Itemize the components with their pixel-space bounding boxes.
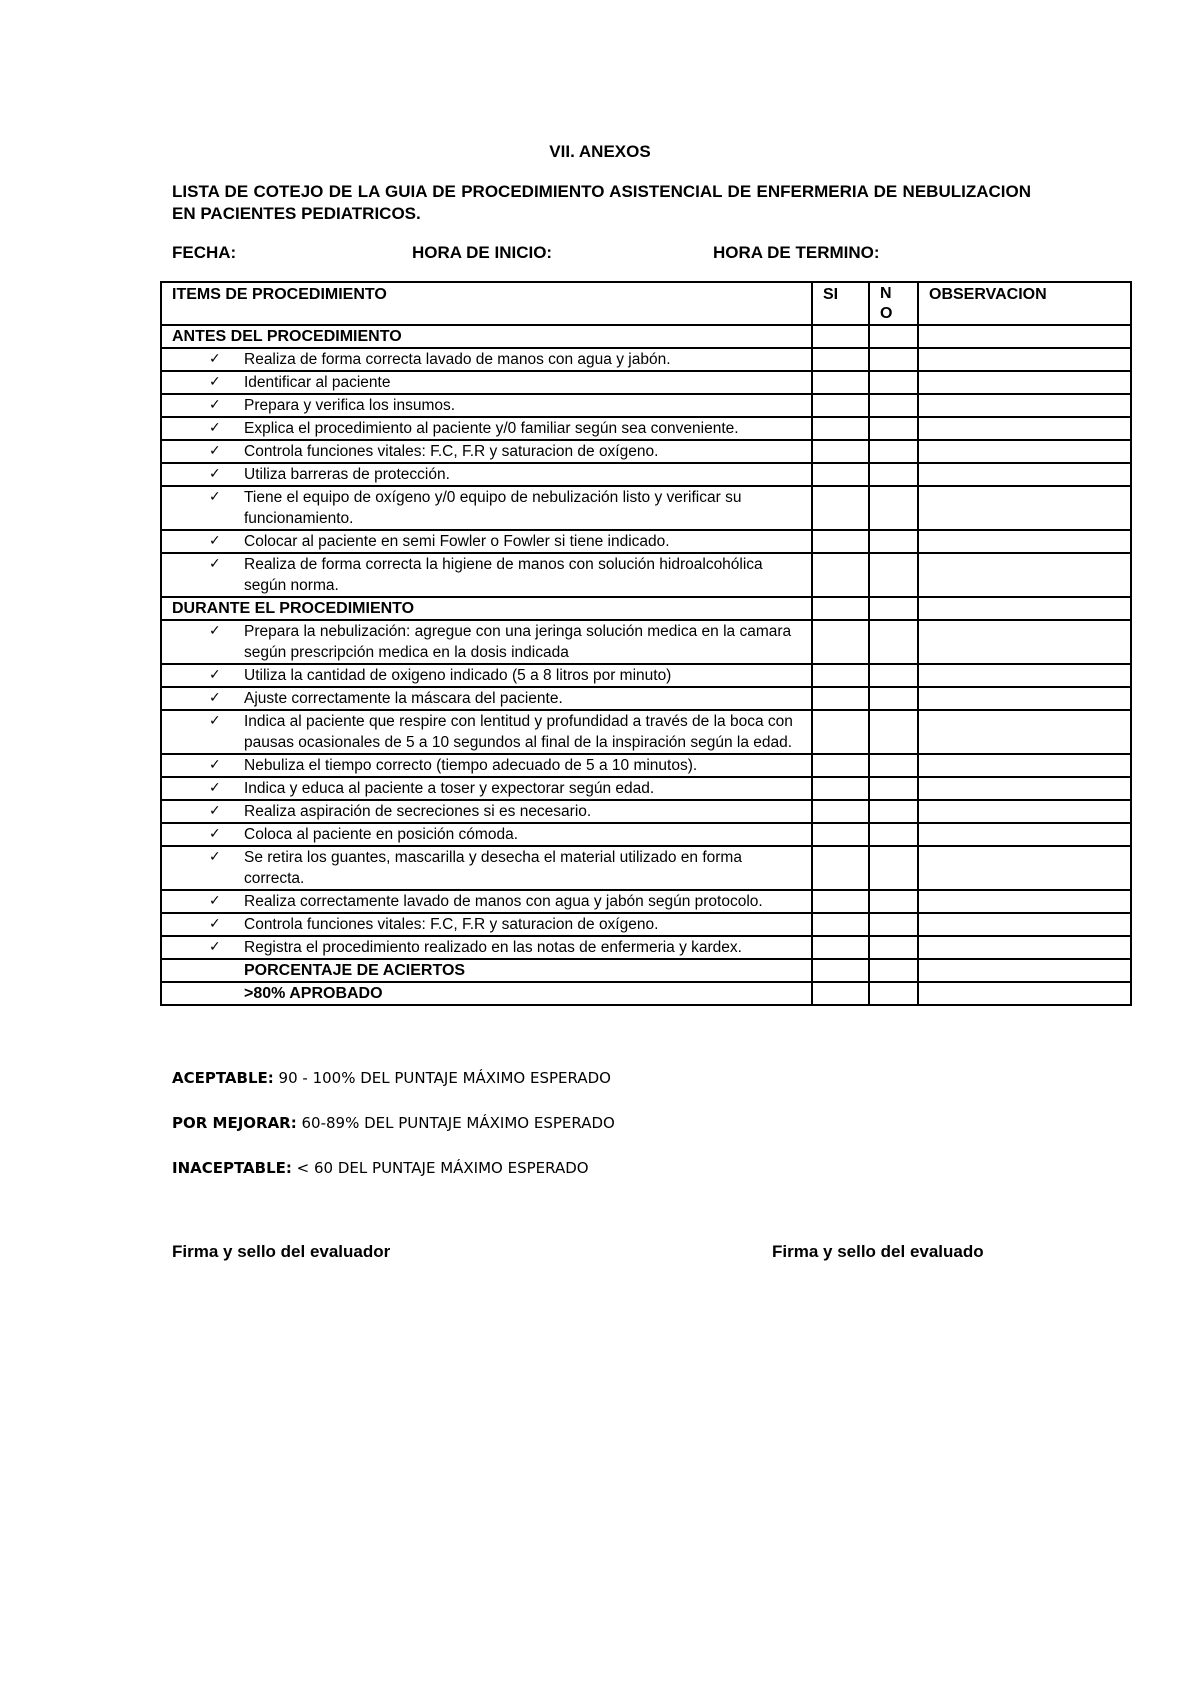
checkmark-icon: ✓ (209, 556, 221, 572)
cell-observacion (918, 913, 1131, 936)
item-text: Indica al paciente que respire con lentitud y profundidad a través de la boca con pausas ocasionales de 5 a 10 segundos al final de la inspiración según la edad. (244, 713, 793, 751)
cell-no (869, 710, 918, 754)
cell-no (869, 800, 918, 823)
cell-observacion (918, 553, 1131, 597)
checkmark-icon: ✓ (209, 690, 221, 706)
cell-si (812, 687, 869, 710)
cell-observacion (918, 664, 1131, 687)
item-cell (161, 687, 812, 710)
header-items: ITEMS DE PROCEDIMIENTO (161, 282, 812, 325)
cell-si (812, 913, 869, 936)
criteria-label: POR MEJORAR: (172, 1114, 297, 1132)
item-text: Indica y educa al paciente a toser y expectorar según edad. (244, 780, 655, 797)
cell-si (812, 371, 869, 394)
cell-si (812, 936, 869, 959)
cell-si (812, 823, 869, 846)
item-text: Utiliza barreras de protección. (244, 466, 450, 483)
item-text: Controla funciones vitales: F.C, F.R y saturacion de oxígeno. (244, 916, 659, 933)
cell-si (812, 463, 869, 486)
item-cell (161, 348, 812, 371)
cell-observacion (918, 936, 1131, 959)
cell-no (869, 486, 918, 530)
criteria-aceptable (172, 1069, 611, 1087)
cell-si (812, 325, 869, 348)
cell-observacion (918, 754, 1131, 777)
cell-no (869, 846, 918, 890)
checkmark-icon: ✓ (209, 757, 221, 773)
cell-si (812, 417, 869, 440)
table-row (161, 417, 1131, 440)
cell-observacion (918, 620, 1131, 664)
cell-no (869, 325, 918, 348)
cell-no (869, 890, 918, 913)
item-text: Colocar al paciente en semi Fowler o Fowler si tiene indicado. (244, 533, 670, 550)
cell-observacion (918, 325, 1131, 348)
cell-si (812, 620, 869, 664)
cell-si (812, 597, 869, 620)
summary-percentage: PORCENTAJE DE ACIERTOS (161, 959, 812, 982)
cell-observacion (918, 982, 1131, 1005)
item-cell (161, 800, 812, 823)
item-cell (161, 620, 812, 664)
checkmark-icon: ✓ (209, 623, 221, 639)
checkmark-icon: ✓ (209, 397, 221, 413)
table-row (161, 620, 1131, 664)
cell-observacion (918, 348, 1131, 371)
table-row (161, 800, 1131, 823)
criteria-label: INACEPTABLE: (172, 1159, 292, 1177)
table-row (161, 846, 1131, 890)
cell-si (812, 754, 869, 777)
cell-no (869, 530, 918, 553)
cell-si (812, 800, 869, 823)
cell-no (869, 417, 918, 440)
cell-observacion (918, 394, 1131, 417)
cell-no (869, 913, 918, 936)
header-no-line1: N (880, 285, 892, 302)
criteria-text: 60-89% DEL PUNTAJE MÁXIMO ESPERADO (296, 1114, 615, 1132)
checkmark-icon: ✓ (209, 466, 221, 482)
checkmark-icon: ✓ (209, 849, 221, 865)
checkmark-icon: ✓ (209, 826, 221, 842)
checkmark-icon: ✓ (209, 916, 221, 932)
cell-no (869, 754, 918, 777)
table-row (161, 913, 1131, 936)
cell-observacion (918, 800, 1131, 823)
item-cell (161, 846, 812, 890)
checkmark-icon: ✓ (209, 374, 221, 390)
checkmark-icon: ✓ (209, 713, 221, 729)
checkmark-icon: ✓ (209, 893, 221, 909)
item-text: Coloca al paciente en posición cómoda. (244, 826, 519, 843)
checkmark-icon: ✓ (209, 420, 221, 436)
cell-si (812, 530, 869, 553)
cell-si (812, 394, 869, 417)
evaluated-signature-label: Firma y sello del evaluado (772, 1242, 984, 1261)
cell-observacion (918, 597, 1131, 620)
item-text: Registra el procedimiento realizado en las notas de enfermeria y kardex. (244, 939, 742, 956)
item-cell (161, 371, 812, 394)
item-cell (161, 394, 812, 417)
cell-observacion (918, 371, 1131, 394)
annex-heading: VII. ANEXOS (549, 142, 651, 161)
cell-observacion (918, 417, 1131, 440)
cell-no (869, 348, 918, 371)
checkmark-icon: ✓ (209, 939, 221, 955)
header-no-line2: O (880, 305, 893, 322)
criteria-text: 90 - 100% DEL PUNTAJE MÁXIMO ESPERADO (273, 1069, 611, 1087)
item-cell (161, 777, 812, 800)
cell-observacion (918, 687, 1131, 710)
cell-si (812, 553, 869, 597)
cell-no (869, 440, 918, 463)
item-text: Utiliza la cantidad de oxigeno indicado (5 a 8 litros por minuto) (244, 667, 672, 684)
table-row (161, 890, 1131, 913)
table-header-row (161, 282, 1131, 325)
table-row (161, 710, 1131, 754)
cell-observacion (918, 846, 1131, 890)
cell-si (812, 846, 869, 890)
cell-si (812, 486, 869, 530)
checklist-table (160, 281, 1132, 1006)
cell-no (869, 959, 918, 982)
table-row (161, 553, 1131, 597)
cell-observacion (918, 440, 1131, 463)
criteria-label: ACEPTABLE: (172, 1069, 274, 1087)
evaluator-signature-label: Firma y sello del evaluador (172, 1242, 391, 1261)
table-row (161, 823, 1131, 846)
cell-si (812, 777, 869, 800)
item-text: Ajuste correctamente la máscara del paciente. (244, 690, 563, 707)
item-text: Controla funciones vitales: F.C, F.R y saturacion de oxígeno. (244, 443, 659, 460)
item-cell (161, 440, 812, 463)
item-text: Realiza aspiración de secreciones si es necesario. (244, 803, 592, 820)
item-text: Prepara y verifica los insumos. (244, 397, 456, 414)
table-row (161, 440, 1131, 463)
item-text: Se retira los guantes, mascarilla y desecha el material utilizado en forma correcta. (244, 849, 742, 887)
cell-observacion (918, 463, 1131, 486)
cell-no (869, 553, 918, 597)
table-row (161, 777, 1131, 800)
item-cell (161, 710, 812, 754)
header-si: SI (812, 282, 869, 325)
item-cell (161, 890, 812, 913)
item-cell (161, 530, 812, 553)
cell-si (812, 348, 869, 371)
section-row (161, 597, 1131, 620)
table-row (161, 463, 1131, 486)
header-observacion: OBSERVACION (918, 282, 1131, 325)
item-text: Realiza correctamente lavado de manos con agua y jabón según protocolo. (244, 893, 763, 910)
cell-no (869, 823, 918, 846)
cell-si (812, 710, 869, 754)
table-row (161, 530, 1131, 553)
cell-no (869, 597, 918, 620)
table-row (161, 664, 1131, 687)
summary-approved: >80% APROBADO (161, 982, 812, 1005)
table-row (161, 394, 1131, 417)
date-field-label: FECHA: (172, 243, 237, 262)
section-title: ANTES DEL PROCEDIMIENTO (161, 325, 812, 348)
cell-observacion (918, 486, 1131, 530)
item-cell (161, 486, 812, 530)
cell-si (812, 664, 869, 687)
cell-observacion (918, 890, 1131, 913)
item-cell (161, 664, 812, 687)
item-text: Realiza de forma correcta la higiene de manos con solución hidroalcohólica según norma. (244, 556, 763, 594)
checkmark-icon: ✓ (209, 533, 221, 549)
checkmark-icon: ✓ (209, 780, 221, 796)
table-row (161, 348, 1131, 371)
cell-observacion (918, 823, 1131, 846)
cell-si (812, 959, 869, 982)
checkmark-icon: ✓ (209, 489, 221, 505)
cell-no (869, 936, 918, 959)
item-cell (161, 417, 812, 440)
cell-observacion (918, 777, 1131, 800)
cell-no (869, 777, 918, 800)
section-row (161, 325, 1131, 348)
cell-no (869, 982, 918, 1005)
table-row (161, 936, 1131, 959)
cell-observacion (918, 959, 1131, 982)
cell-no (869, 664, 918, 687)
item-cell (161, 463, 812, 486)
cell-no (869, 620, 918, 664)
item-text: Tiene el equipo de oxígeno y/0 equipo de nebulización listo y verificar su funcionamiento. (244, 489, 742, 527)
cell-no (869, 687, 918, 710)
item-text: Identificar al paciente (244, 374, 391, 391)
cell-si (812, 440, 869, 463)
table-row (161, 687, 1131, 710)
cell-observacion (918, 710, 1131, 754)
checkmark-icon: ✓ (209, 667, 221, 683)
start-time-field-label: HORA DE INICIO: (412, 243, 553, 262)
criteria-text: < 60 DEL PUNTAJE MÁXIMO ESPERADO (291, 1159, 589, 1177)
item-cell (161, 754, 812, 777)
cell-no (869, 463, 918, 486)
cell-observacion (918, 530, 1131, 553)
item-cell (161, 913, 812, 936)
checkmark-icon: ✓ (209, 803, 221, 819)
cell-si (812, 890, 869, 913)
section-title: DURANTE EL PROCEDIMIENTO (161, 597, 812, 620)
criteria-por-mejorar (172, 1114, 615, 1132)
checkmark-icon: ✓ (209, 443, 221, 459)
cell-no (869, 371, 918, 394)
header-no (869, 282, 918, 325)
table-row (161, 486, 1131, 530)
item-cell (161, 823, 812, 846)
criteria-inaceptable (172, 1159, 589, 1177)
item-text: Explica el procedimiento al paciente y/0 familiar según sea conveniente. (244, 420, 739, 437)
summary-row (161, 959, 1131, 982)
item-cell (161, 936, 812, 959)
cell-si (812, 982, 869, 1005)
table-row (161, 754, 1131, 777)
item-text: Prepara la nebulización: agregue con una jeringa solución medica en la camara según prescripción medica en la dosis indicada (244, 623, 792, 661)
item-cell (161, 553, 812, 597)
table-row (161, 371, 1131, 394)
summary-row (161, 982, 1131, 1005)
item-text: Realiza de forma correcta lavado de manos con agua y jabón. (244, 351, 671, 368)
checkmark-icon: ✓ (209, 351, 221, 367)
item-text: Nebuliza el tiempo correcto (tiempo adecuado de 5 a 10 minutos). (244, 757, 698, 774)
end-time-field-label: HORA DE TERMINO: (713, 243, 880, 262)
cell-no (869, 394, 918, 417)
document-title: LISTA DE COTEJO DE LA GUIA DE PROCEDIMIENTO ASISTENCIAL DE ENFERMERIA DE NEBULIZACION EN PACIENTES PEDIATRICOS. (172, 182, 1031, 223)
